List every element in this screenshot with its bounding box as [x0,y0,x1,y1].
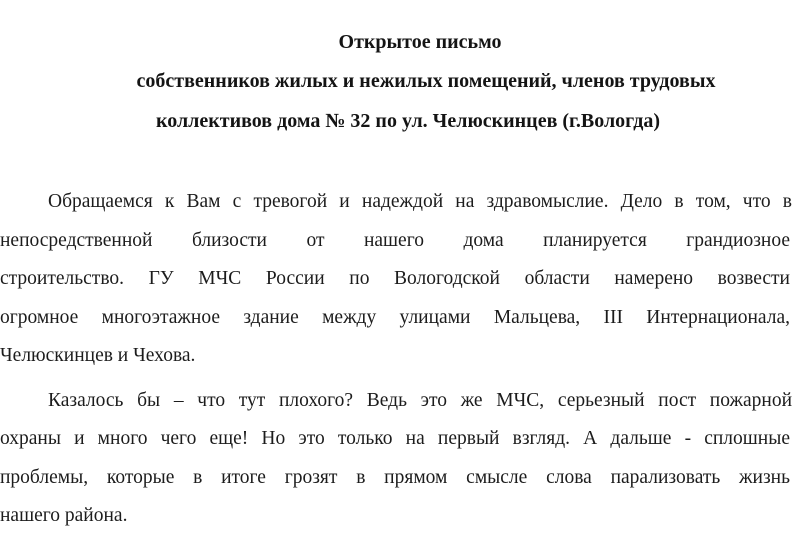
paragraph-line: Казалось бы – что тут плохого? Ведь это же МЧС, серьезный пост пожарной [48,390,792,411]
letter-title: Открытое письмо [338,31,502,53]
paragraph-line: Обращаемся к Вам с тревогой и надеждой на здравомыслие. Дело в том, что в [48,191,792,212]
letter-subtitle-line-1: собственников жилых и нежилых помещений, членов трудовых [136,70,716,92]
paragraph-line: строительство. ГУ МЧС России по Вологодской области намерено возвести [0,268,790,289]
paragraph-line: непосредственной близости от нашего дома планируется грандиозное [0,230,790,251]
paragraph-line: охраны и много чего еще! Но это только на первый взгляд. А дальше - сплошные [0,428,790,449]
paragraph-line: огромное многоэтажное здание между улицами Мальцева, III Интернационала, [0,307,790,328]
paragraph-line: Челюскинцев и Чехова. [0,345,196,366]
paragraph-line: нашего района. [0,505,128,526]
paragraph-line: проблемы, которые в итоге грозят в прямом смысле слова парализовать жизнь [0,467,790,488]
letter-subtitle-line-2: коллективов дома № 32 по ул. Челюскинцев (г.Вологда) [155,110,661,132]
